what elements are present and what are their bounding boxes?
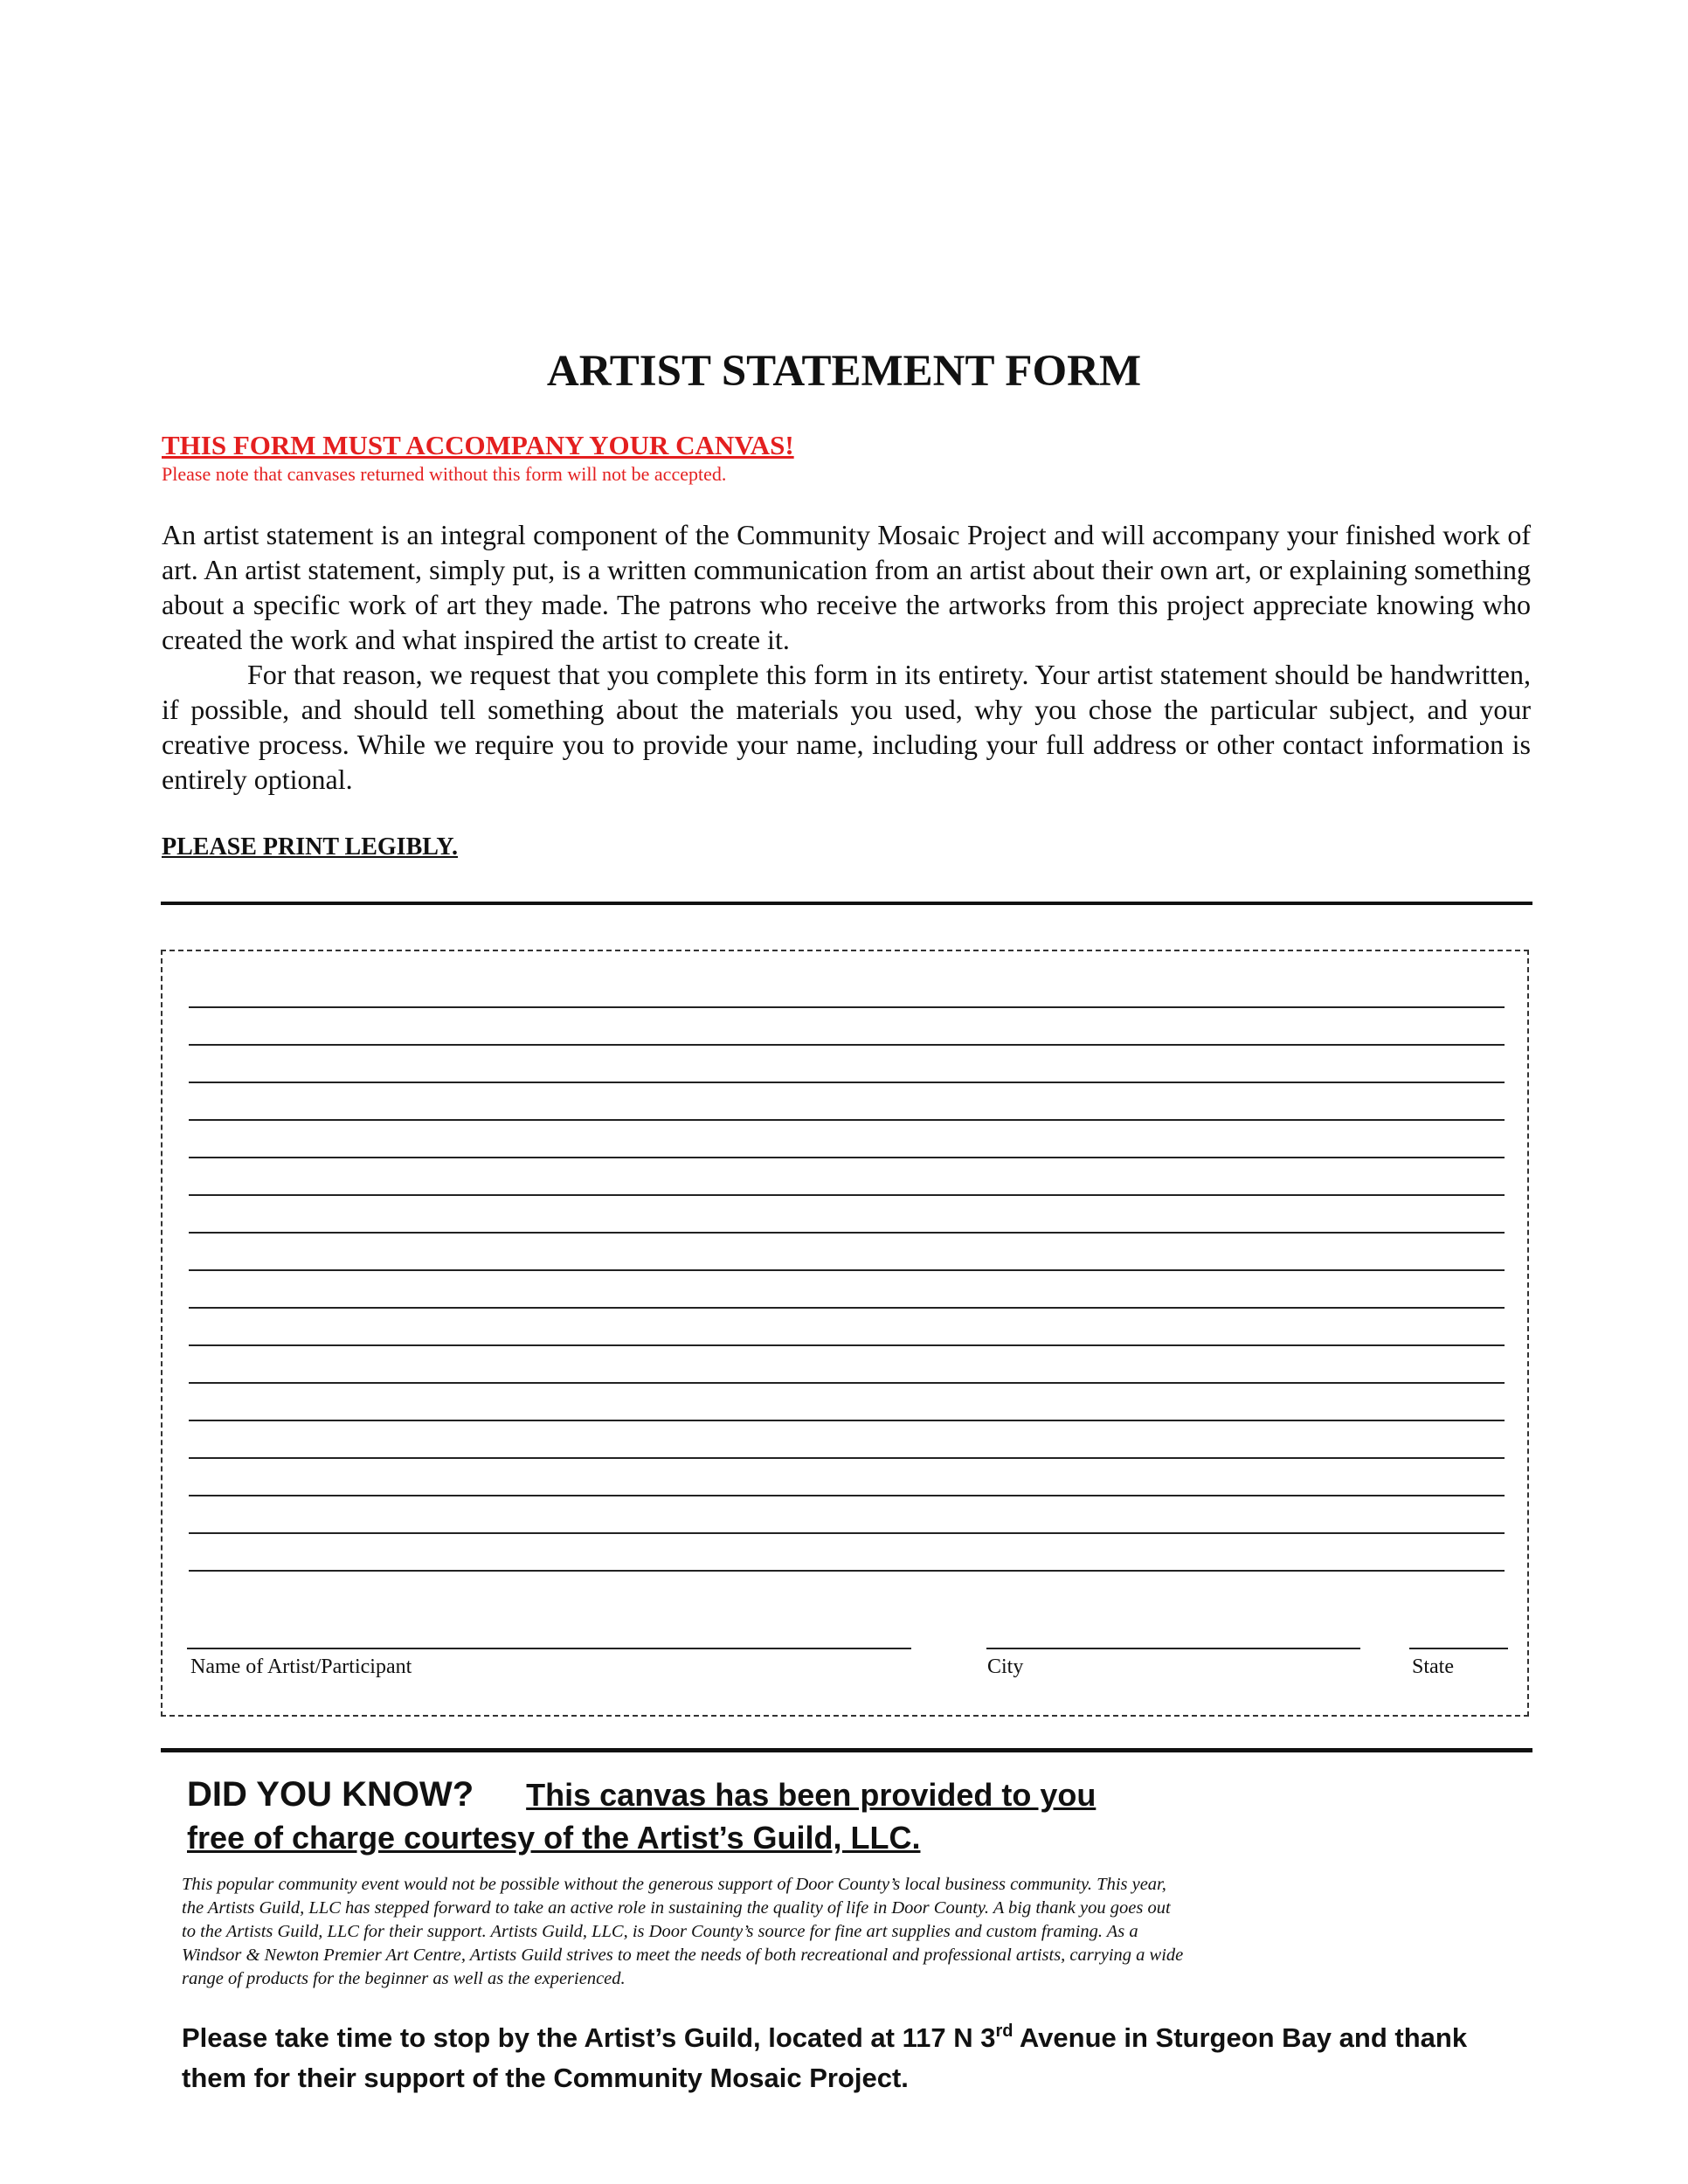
artist-name-field[interactable]: [187, 1648, 911, 1649]
city-label: City: [987, 1655, 1024, 1678]
statement-form-box: [161, 950, 1529, 1717]
did-you-know-label: DID YOU KNOW?: [187, 1775, 474, 1814]
statement-line[interactable]: [189, 1532, 1505, 1534]
visit-message-ordinal: rd: [995, 2022, 1013, 2041]
state-label: State: [1412, 1655, 1454, 1678]
artist-name-label: Name of Artist/Participant: [190, 1655, 412, 1678]
canvas-warning-heading: THIS FORM MUST ACCOMPANY YOUR CANVAS!: [162, 430, 794, 460]
statement-line[interactable]: [189, 1044, 1505, 1046]
statement-line[interactable]: [189, 1269, 1505, 1271]
visit-message-part-2: Avenue in Sturgeon Bay and thank them for their support of the Community Mosaic Project.: [182, 2022, 1468, 2093]
intro-paragraph-1: An artist statement is an integral component of the Community Mosaic Project and will accompany your finished work of art. An artist statement, simply put, is a written communication from an artist about their own art, or explaining something about a specific work of art they made. The patrons who receive the artworks from this project appreciate knowing who created the work and what inspired the artist to create it.: [162, 519, 1531, 655]
canvas-provided-text: This canvas has been provided to you: [526, 1777, 1097, 1813]
print-legibly-instruction: PLEASE PRINT LEGIBLY.: [162, 833, 458, 860]
statement-line[interactable]: [189, 1307, 1505, 1309]
statement-line[interactable]: [189, 1157, 1505, 1158]
section-divider-bottom: [161, 1748, 1532, 1752]
statement-line[interactable]: [189, 1082, 1505, 1083]
statement-line[interactable]: [189, 1194, 1505, 1196]
canvas-warning-note: Please note that canvases returned without this form will not be accepted.: [162, 463, 727, 485]
statement-line[interactable]: [189, 1119, 1505, 1121]
visit-message-part-1: Please take time to stop by the Artist’s Guild, located at 117 N 3: [182, 2022, 996, 2053]
intro-text: [162, 517, 1531, 797]
intro-paragraph-2: For that reason, we request that you complete this form in its entirety. Your artist statement should be handwritten, if possible, and should tell something about the materials you used, why you chose the particular subject, and your creative process. While we require you to provide your name, including your full address or other contact information is entirely optional.: [162, 659, 1531, 795]
statement-line[interactable]: [189, 1232, 1505, 1234]
city-field[interactable]: [986, 1648, 1360, 1649]
statement-line[interactable]: [189, 1420, 1505, 1421]
statement-line[interactable]: [189, 1495, 1505, 1496]
courtesy-text: free of charge courtesy of the Artist’s Guild, LLC.: [187, 1820, 921, 1856]
visit-message: [182, 2018, 1492, 2098]
section-divider-top: [161, 902, 1532, 905]
statement-line[interactable]: [189, 1382, 1505, 1384]
state-field[interactable]: [1409, 1648, 1508, 1649]
sponsor-thanks-text: This popular community event would not be possible without the generous support of Door County’s local business community. This year, the Artists Guild, LLC has stepped forward to take an active role in sustaining the quality of life in Door County. A big thank you goes out to the Artists Guild, LLC for their support. Artists Guild, LLC, is Door County’s source for fine art supplies and custom framing. As a Windsor & Newton Premier Art Centre, Artists Guild strives to meet the needs of both recreational and professional artists, carrying a wide range of products for the beginner as well as the experienced.: [182, 1875, 1184, 1988]
statement-line[interactable]: [189, 1344, 1505, 1346]
statement-line[interactable]: [189, 1006, 1505, 1008]
statement-line[interactable]: [189, 1570, 1505, 1572]
form-title: ARTIST STATEMENT FORM: [546, 347, 1142, 396]
statement-line[interactable]: [189, 1457, 1505, 1459]
did-you-know-line-1: [187, 1775, 1096, 1814]
